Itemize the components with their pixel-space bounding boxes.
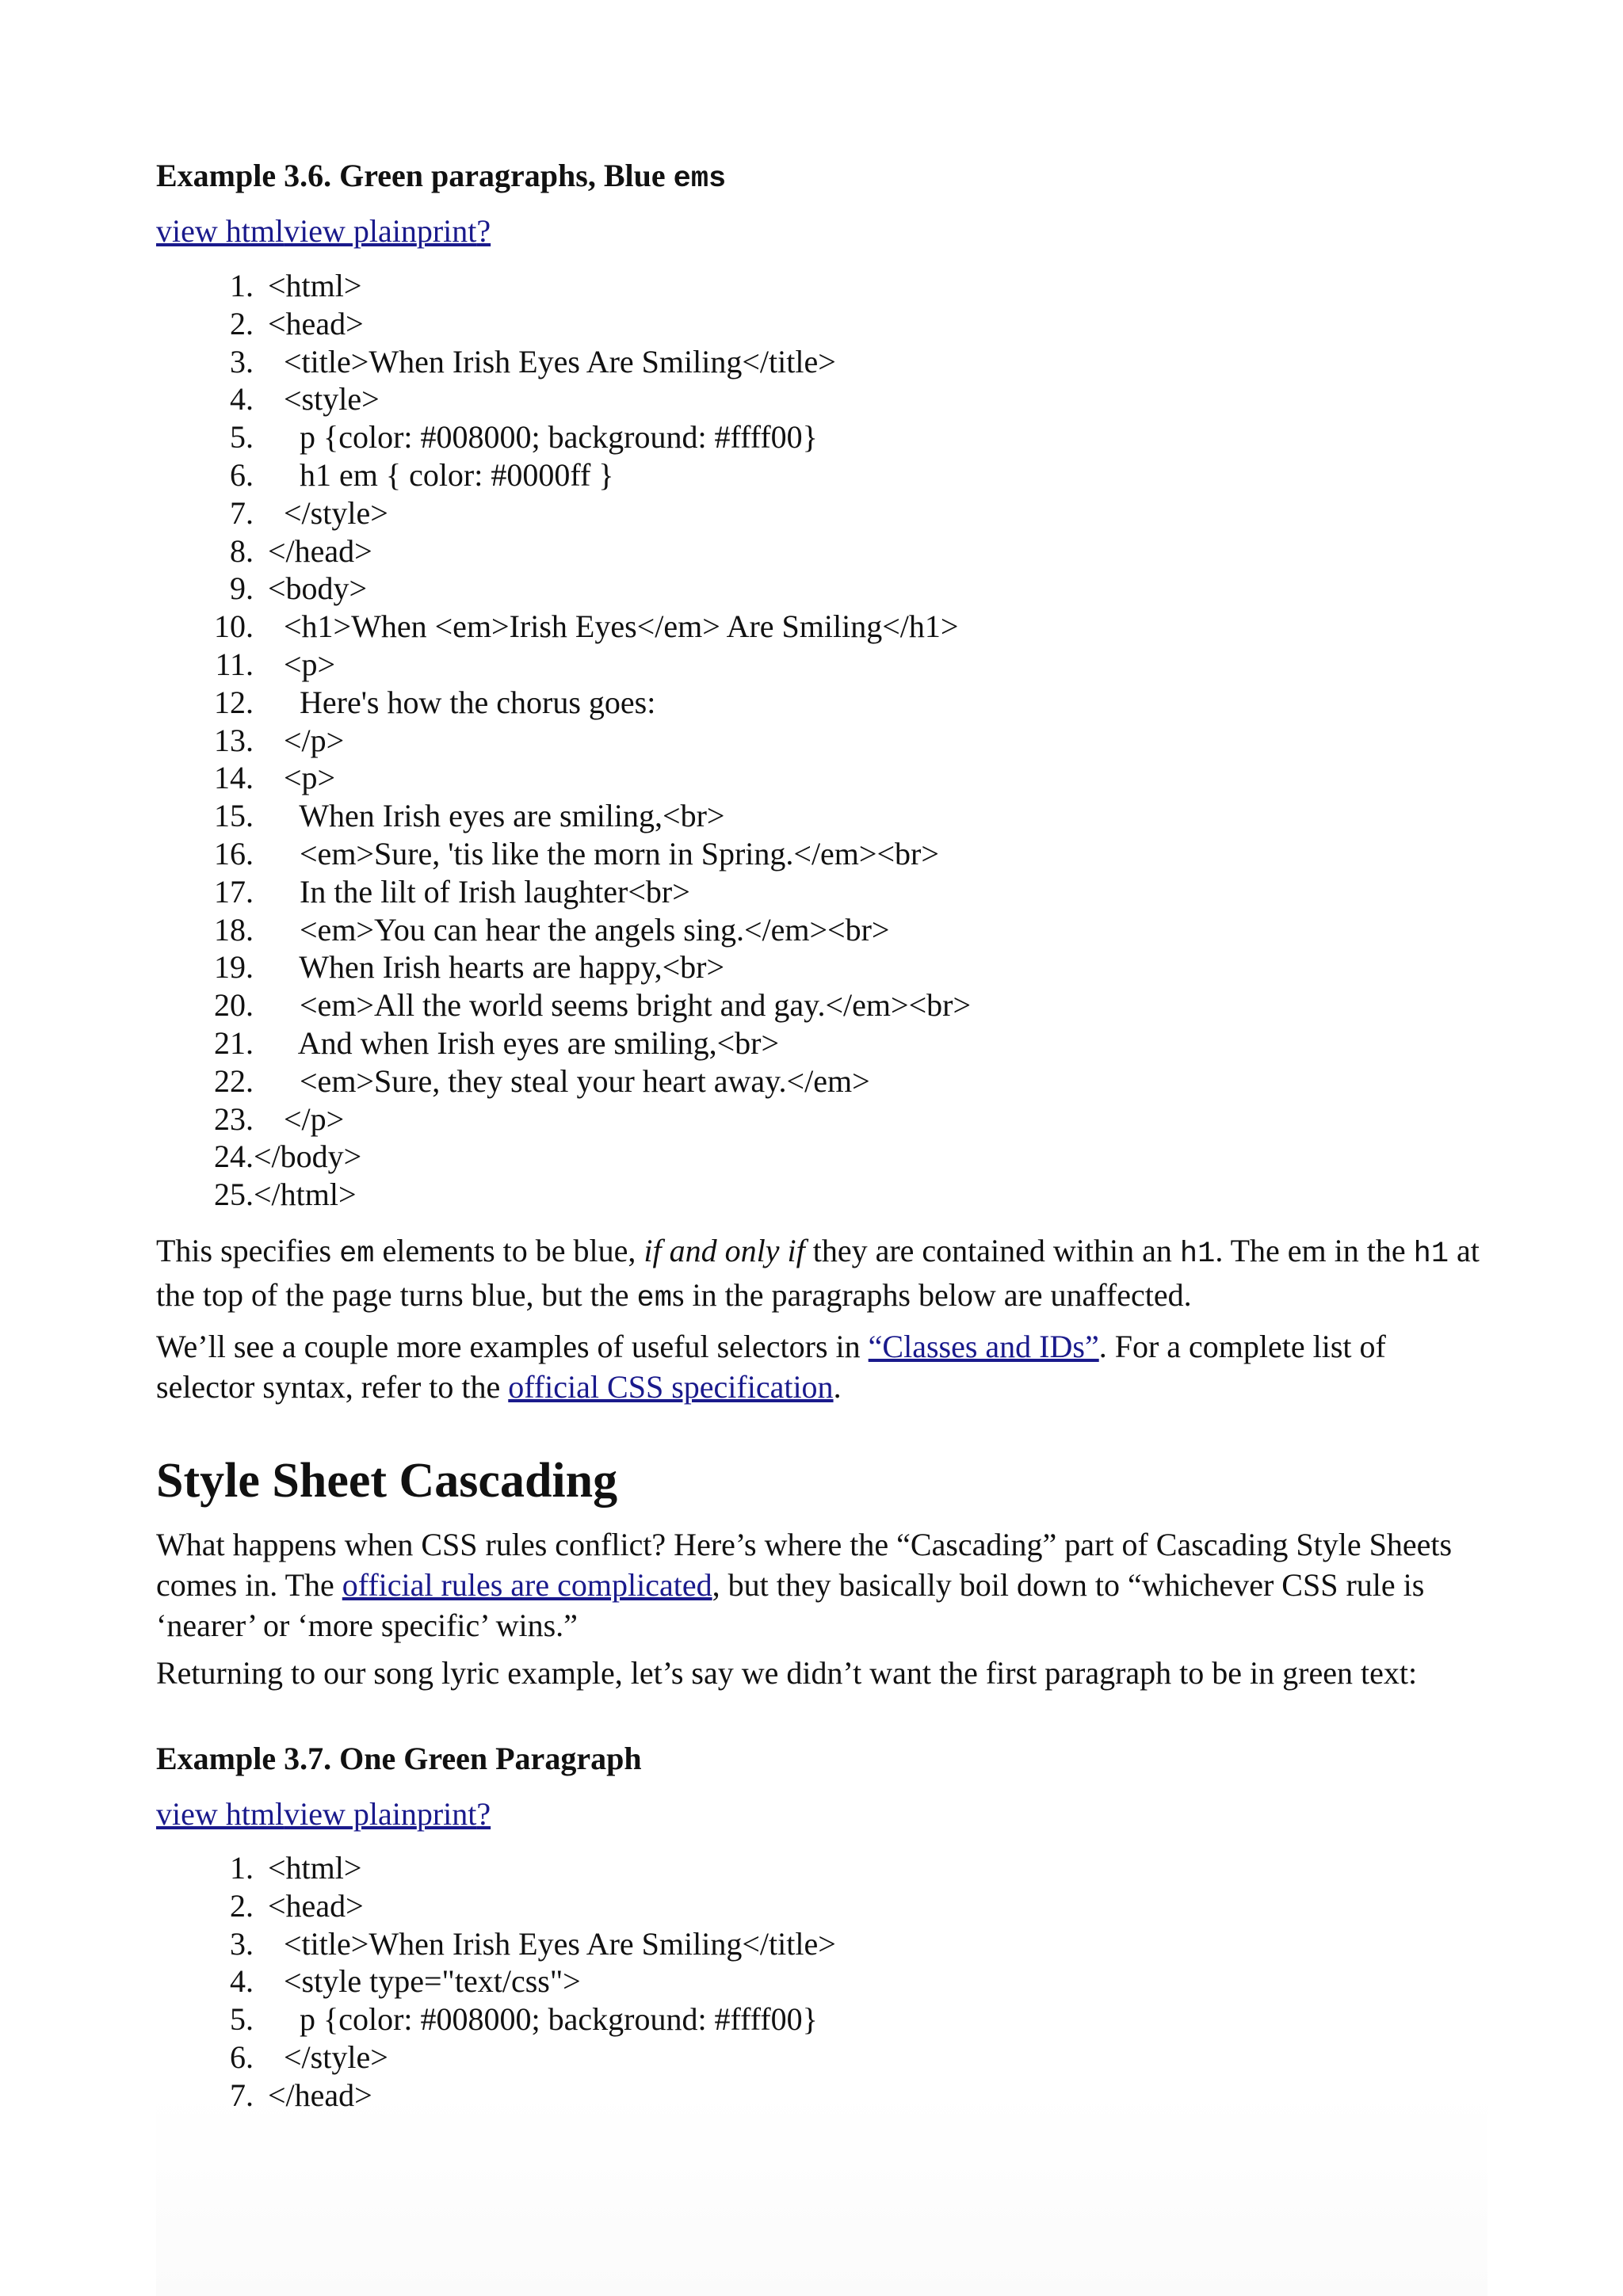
code-line [156,1849,836,1887]
inline-code: em [636,1282,672,1315]
code-text: p {color: #008000; background: #ffff00} [268,2001,818,2038]
line-number: 1. [230,268,254,303]
code-text: <body> [268,570,368,607]
code-line [156,1138,971,1176]
text-run: at the top of the page turns blue, but the [156,1233,1480,1313]
view-html-link[interactable]: view html [156,213,285,249]
code-line [156,1887,836,1925]
code-line [156,948,971,986]
code-line [156,1176,971,1214]
line-number: 21. [214,1024,254,1061]
code-line [156,1062,971,1100]
line-number: 13. [214,722,254,758]
inline-code: em [339,1238,375,1271]
inline-code: h1 [1413,1238,1449,1271]
text-run: . The em in the [1215,1233,1414,1268]
line-number: 2. [230,1887,254,1924]
code-text: </style> [268,2039,388,2075]
line-number: 25. [214,1177,254,1213]
text-run: . [833,1369,842,1405]
line-number: 6. [230,456,254,493]
code-line [156,1962,836,2000]
code-text: p {color: #008000; background: #ffff00} [268,419,818,456]
paragraph-css-conflict [156,1524,1487,1646]
code-line [156,684,971,722]
line-number: 2. [230,305,254,341]
text-run: elements to be blue, [374,1233,644,1268]
line-number: 4. [230,381,254,418]
code-text: When Irish eyes are smiling,<br> [268,798,725,834]
code-text: <em>Sure, they steal your heart away.</em> [268,1062,870,1099]
code-line [156,343,971,381]
example-3-7-code-listing [156,1849,836,2115]
example-3-6-code-listing [156,267,971,1214]
text-run: What happens when CSS rules conflict? Here’s where the “Cascading” part of Cascading Style Sheets comes in. The [156,1527,1453,1603]
view-html-link[interactable]: view html [156,1796,285,1832]
code-text: <html> [268,1850,362,1886]
line-number: 22. [214,1062,254,1099]
code-text: Here's how the chorus goes: [268,684,656,720]
code-line [156,797,971,835]
code-text: <style type="text/css"> [268,1963,581,2000]
code-text: <html> [268,268,362,303]
example-3-7-view-links [156,1795,491,1833]
code-text: <p> [268,760,336,796]
text-run: This specifies [156,1233,340,1268]
line-number: 4. [230,1963,254,2000]
code-line [156,835,971,873]
code-text: <p> [268,646,336,682]
line-number: 17. [214,873,254,910]
view-plain-link[interactable]: view plain [284,1796,417,1832]
code-text: <title>When Irish Eyes Are Smiling</title> [268,343,836,379]
code-line [156,646,971,684]
code-line [156,494,971,532]
page-bottom-shade [156,2092,1487,2296]
help-link[interactable]: ? [476,1796,491,1832]
text-run: . For a complete list of selector syntax, refer to the [156,1329,1386,1405]
code-line [156,986,971,1024]
line-number: 14. [214,760,254,796]
code-text: </body> [254,1138,362,1175]
code-text: </head> [268,2077,372,2113]
code-text: <em>Sure, 'tis like the morn in Spring.</em><br> [268,835,939,871]
code-text: <head> [268,305,364,341]
line-number: 19. [214,949,254,986]
inline-code: h1 [1179,1238,1216,1271]
code-text: In the lilt of Irish laughter<br> [268,873,690,910]
code-text: <em>You can hear the angels sing.</em><br> [268,911,890,948]
classes-and-ids-link[interactable]: “Classes and IDs” [868,1329,1099,1364]
code-text: </html> [254,1177,357,1213]
line-number: 10. [214,608,254,645]
official-rules-link[interactable]: official rules are complicated [342,1567,712,1603]
example-title-text: Example 3.6. Green paragraphs, Blue [156,158,674,193]
line-number: 18. [214,911,254,948]
line-number: 9. [230,570,254,607]
code-text: <h1>When <em>Irish Eyes</em> Are Smiling</h1> [268,608,959,645]
code-line [156,2039,836,2077]
line-number: 23. [214,1100,254,1137]
line-number: 15. [214,798,254,834]
code-line [156,305,971,343]
text-run: s in the paragraphs below are unaffected. [671,1277,1192,1313]
code-text: <style> [268,381,380,418]
line-number: 12. [214,684,254,720]
code-line [156,911,971,949]
text-run: , but they basically boil down to “whichever CSS rule is ‘nearer’ or ‘more specific’ wins.” [156,1567,1425,1643]
code-text: When Irish hearts are happy,<br> [268,949,725,986]
print-link[interactable]: print [416,1796,477,1832]
line-number: 7. [230,2077,254,2113]
example-3-6-title [156,157,726,198]
text-run: they are contained within an [804,1233,1180,1268]
example-title-code: ems [673,162,727,196]
code-text: </style> [268,494,388,531]
official-css-specification-link[interactable]: official CSS specification [508,1369,834,1405]
code-text: </p> [268,722,345,758]
code-line [156,456,971,494]
paragraph-song-lyric-example: Returning to our song lyric example, let’s say we didn’t want the first paragraph to be in green text: [156,1655,1418,1691]
line-number: 11. [215,646,254,682]
code-line [156,1100,971,1138]
help-link[interactable]: ? [476,213,491,249]
code-line [156,418,971,456]
view-plain-link[interactable]: view plain [284,213,417,249]
paragraph-selectors-reference [156,1326,1487,1407]
code-line [156,1024,971,1062]
code-line [156,608,971,646]
code-line [156,2000,836,2039]
code-line [156,1925,836,1963]
code-line [156,759,971,797]
example-3-7-title: Example 3.7. One Green Paragraph [156,1741,642,1776]
line-number: 20. [214,987,254,1024]
line-number: 3. [230,343,254,379]
code-text: h1 em { color: #0000ff } [268,456,614,493]
example-3-6-view-links [156,212,491,250]
line-number: 6. [230,2039,254,2075]
code-line [156,873,971,911]
line-number: 3. [230,1925,254,1962]
code-line [156,267,971,305]
code-line [156,2077,836,2115]
code-line [156,380,971,418]
code-text: <em>All the world seems bright and gay.</em><br> [268,987,972,1024]
code-text: <head> [268,1887,364,1924]
emphasis-text: if and only if [643,1233,805,1268]
code-line [156,532,971,570]
paragraph-em-explanation [156,1230,1487,1319]
line-number: 5. [230,419,254,456]
code-line [156,570,971,608]
code-text: </p> [268,1100,345,1137]
line-number: 24. [214,1138,254,1175]
line-number: 1. [230,1850,254,1886]
line-number: 16. [214,835,254,871]
text-run: We’ll see a couple more examples of useful selectors in [156,1329,869,1364]
code-text: And when Irish eyes are smiling,<br> [268,1024,779,1061]
code-line [156,722,971,760]
code-text: </head> [268,532,372,569]
section-heading-style-sheet-cascading: Style Sheet Cascading [156,1454,618,1508]
code-text: <title>When Irish Eyes Are Smiling</title> [268,1925,836,1962]
line-number: 5. [230,2001,254,2038]
line-number: 7. [230,494,254,531]
print-link[interactable]: print [416,213,477,249]
line-number: 8. [230,532,254,569]
